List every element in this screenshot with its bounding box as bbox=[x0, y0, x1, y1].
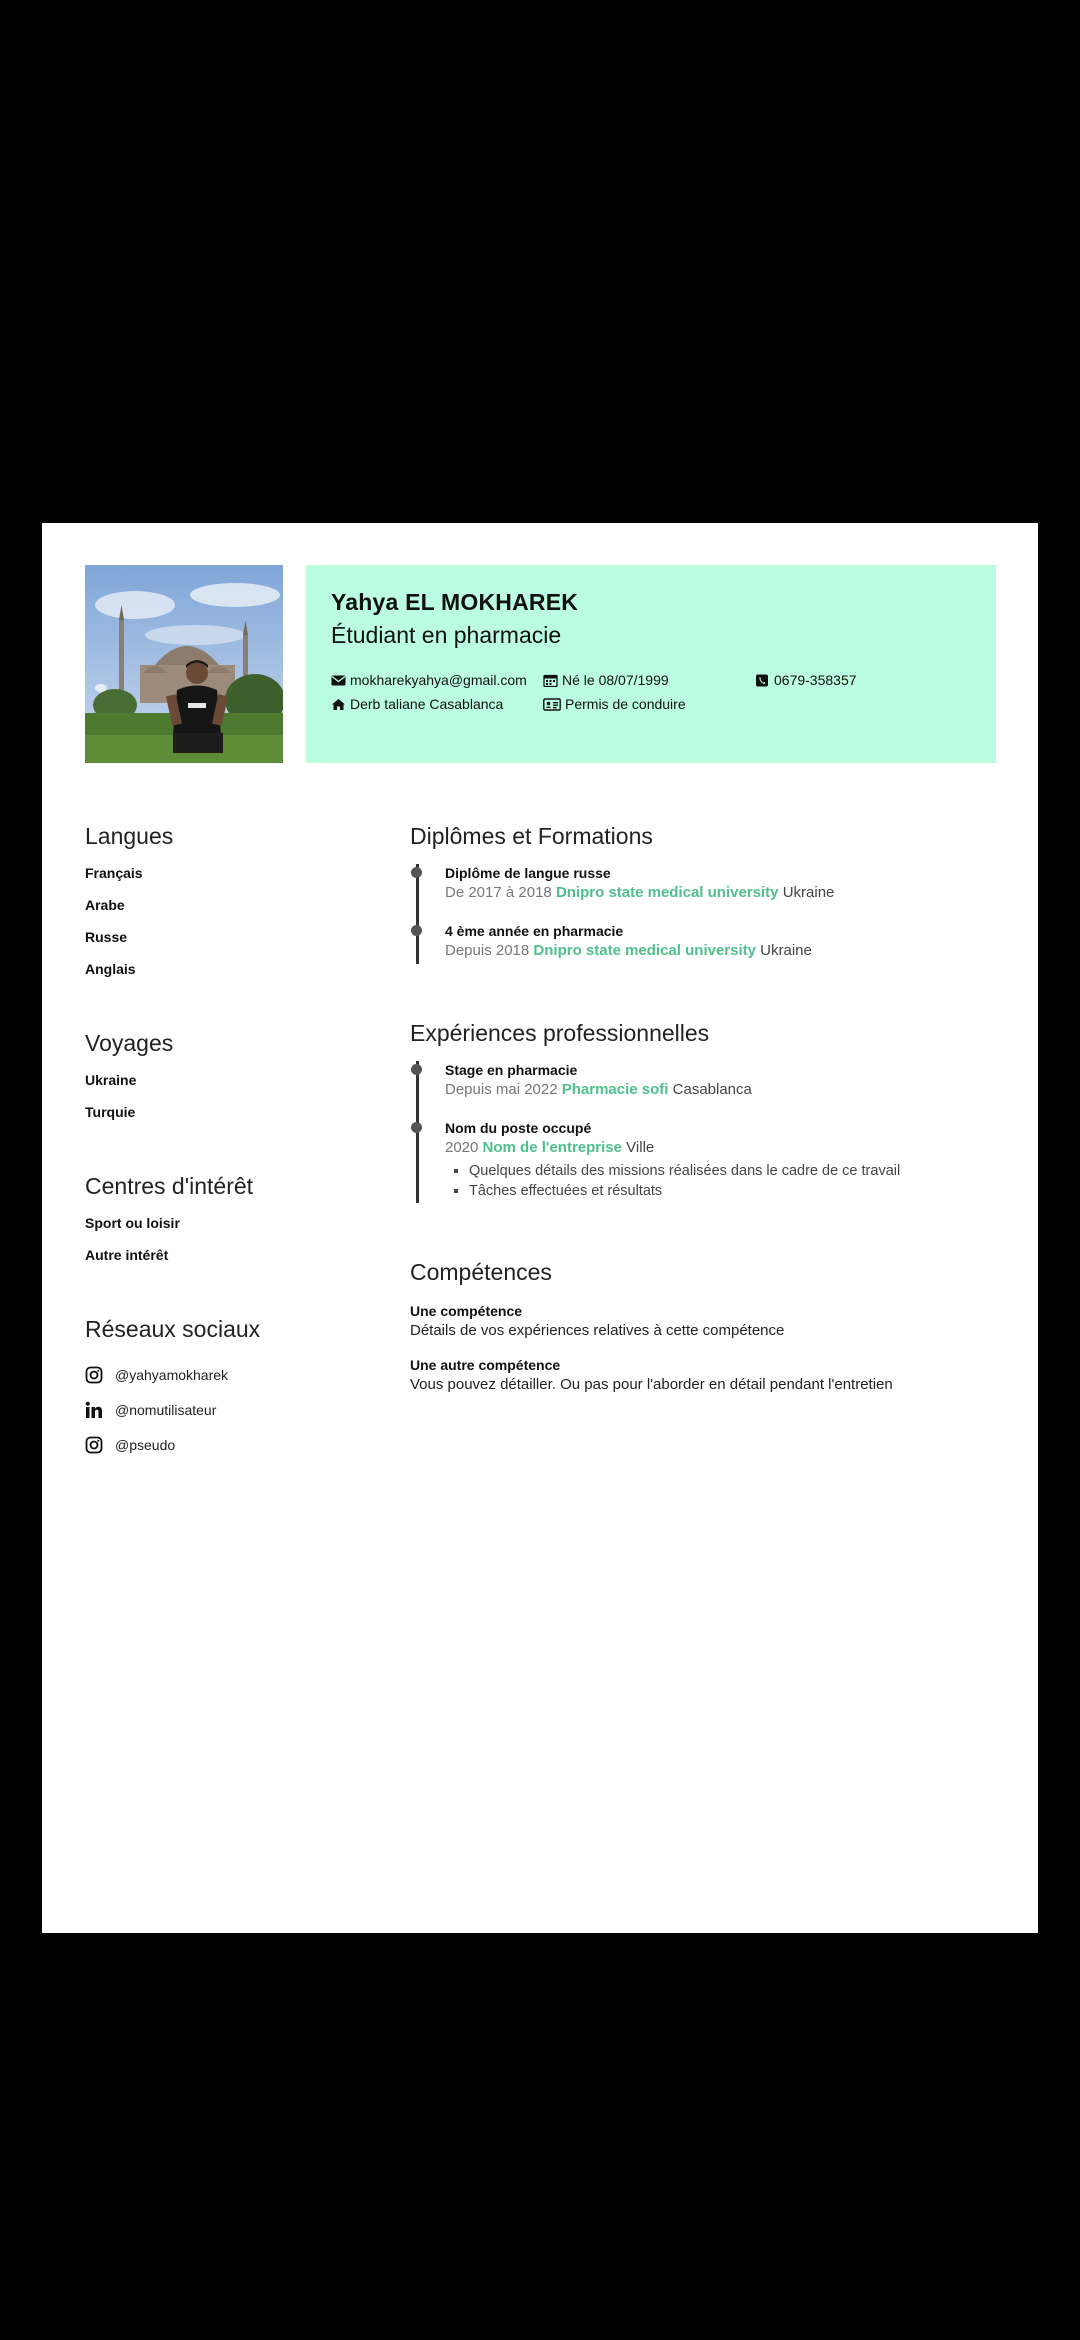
timeline-dot bbox=[411, 1122, 422, 1133]
bullet-item: ▪ Quelques détails des missions réalisées dans le cadre de ce travail bbox=[469, 1161, 1000, 1181]
timeline-dot bbox=[411, 1064, 422, 1075]
entry-title: Stage en pharmacie bbox=[445, 1062, 578, 1078]
social-link-instagram[interactable] bbox=[85, 1427, 385, 1462]
contact-phone bbox=[755, 672, 857, 688]
profile-photo bbox=[85, 565, 283, 763]
language-item: Anglais bbox=[85, 961, 136, 977]
language-item: Russe bbox=[85, 929, 128, 945]
calendar-icon bbox=[543, 674, 558, 687]
timeline-dot bbox=[411, 867, 422, 878]
social-handle: @pseudo bbox=[115, 1436, 176, 1453]
job-title: Étudiant en pharmacie bbox=[331, 622, 562, 648]
interests-title: Centres d'intérêt bbox=[85, 1173, 254, 1199]
education-entry bbox=[445, 922, 1000, 964]
language-item: Français bbox=[85, 865, 143, 881]
social-section bbox=[85, 1316, 385, 1462]
entry-organization: Pharmacie sofi bbox=[561, 1081, 669, 1098]
entry-organization: Nom de l'entreprise bbox=[482, 1139, 622, 1156]
experience-title: Expériences professionnelles bbox=[410, 1020, 710, 1046]
header-banner bbox=[306, 565, 996, 763]
social-link-instagram[interactable] bbox=[85, 1357, 385, 1392]
languages-title: Langues bbox=[85, 823, 174, 849]
interest-item: Sport ou loisir bbox=[85, 1215, 180, 1231]
travels-section bbox=[85, 1030, 385, 1135]
contact-license bbox=[543, 696, 686, 712]
education-title: Diplômes et Formations bbox=[410, 823, 653, 849]
instagram-icon bbox=[85, 1436, 103, 1454]
social-title: Réseaux sociaux bbox=[85, 1316, 261, 1342]
phone-icon bbox=[755, 674, 770, 687]
entry-place: Casablanca bbox=[672, 1081, 752, 1098]
entry-date: Depuis 2018 bbox=[445, 942, 530, 959]
entry-bullets bbox=[445, 1161, 1000, 1201]
social-handle: @nomutilisateur bbox=[115, 1401, 217, 1418]
contact-email bbox=[331, 672, 527, 688]
birth-text: Né le 08/07/1999 bbox=[562, 672, 669, 688]
skill-description: Vous pouvez détailler. Ou pas pour l'aborder en détail pendant l'entretien bbox=[410, 1376, 893, 1393]
interest-item: Autre intérêt bbox=[85, 1247, 169, 1263]
skills-title: Compétences bbox=[410, 1259, 552, 1285]
envelope-icon bbox=[331, 674, 346, 687]
travel-item: Ukraine bbox=[85, 1072, 137, 1088]
entry-title: Diplôme de langue russe bbox=[445, 865, 611, 881]
linkedin-icon bbox=[85, 1401, 103, 1419]
travel-item: Turquie bbox=[85, 1104, 136, 1120]
experience-entry bbox=[445, 1119, 1000, 1203]
entry-title: Nom du poste occupé bbox=[445, 1120, 592, 1136]
phone-text: 0679-358357 bbox=[774, 672, 857, 688]
entry-title: 4 ème année en pharmacie bbox=[445, 923, 624, 939]
left-column bbox=[85, 823, 385, 1500]
right-column bbox=[410, 823, 1000, 1410]
contact-address bbox=[331, 696, 503, 712]
entry-date: Depuis mai 2022 bbox=[445, 1081, 558, 1098]
home-icon bbox=[331, 698, 346, 711]
experience-timeline bbox=[416, 1061, 1000, 1203]
id-card-icon bbox=[543, 698, 561, 711]
languages-section bbox=[85, 823, 385, 992]
email-text: mokharekyahya@gmail.com bbox=[350, 672, 527, 688]
skill-description: Détails de vos expériences relatives à cette compétence bbox=[410, 1322, 785, 1339]
full-name: Yahya EL MOKHAREK bbox=[331, 589, 579, 615]
entry-organization: Dnipro state medical university bbox=[533, 942, 756, 959]
skill-item bbox=[410, 1302, 1000, 1342]
experience-entry bbox=[445, 1061, 1000, 1101]
address-text: Derb taliane Casablanca bbox=[350, 696, 504, 712]
bullet-item: ▪ Tâches effectuées et résultats bbox=[469, 1181, 1000, 1201]
interests-section bbox=[85, 1173, 385, 1278]
social-link-linkedin[interactable] bbox=[85, 1392, 385, 1427]
entry-place: Ville bbox=[626, 1139, 655, 1156]
contact-birth bbox=[543, 672, 669, 688]
cv-page bbox=[42, 523, 1038, 1933]
language-item: Arabe bbox=[85, 897, 125, 913]
entry-date: 2020 bbox=[445, 1139, 479, 1156]
license-text: Permis de conduire bbox=[565, 696, 686, 712]
entry-place: Ukraine bbox=[760, 942, 812, 959]
instagram-icon bbox=[85, 1366, 103, 1384]
education-timeline bbox=[416, 864, 1000, 964]
timeline-dot bbox=[411, 925, 422, 936]
skill-title: Une compétence bbox=[410, 1303, 523, 1319]
skill-item bbox=[410, 1356, 1000, 1396]
skill-title: Une autre compétence bbox=[410, 1357, 561, 1373]
education-entry bbox=[445, 864, 1000, 904]
entry-date: De 2017 à 2018 bbox=[445, 884, 552, 901]
entry-place: Ukraine bbox=[782, 884, 835, 901]
social-handle: @yahyamokharek bbox=[115, 1366, 229, 1383]
entry-organization: Dnipro state medical university bbox=[555, 884, 779, 901]
travels-title: Voyages bbox=[85, 1030, 174, 1056]
